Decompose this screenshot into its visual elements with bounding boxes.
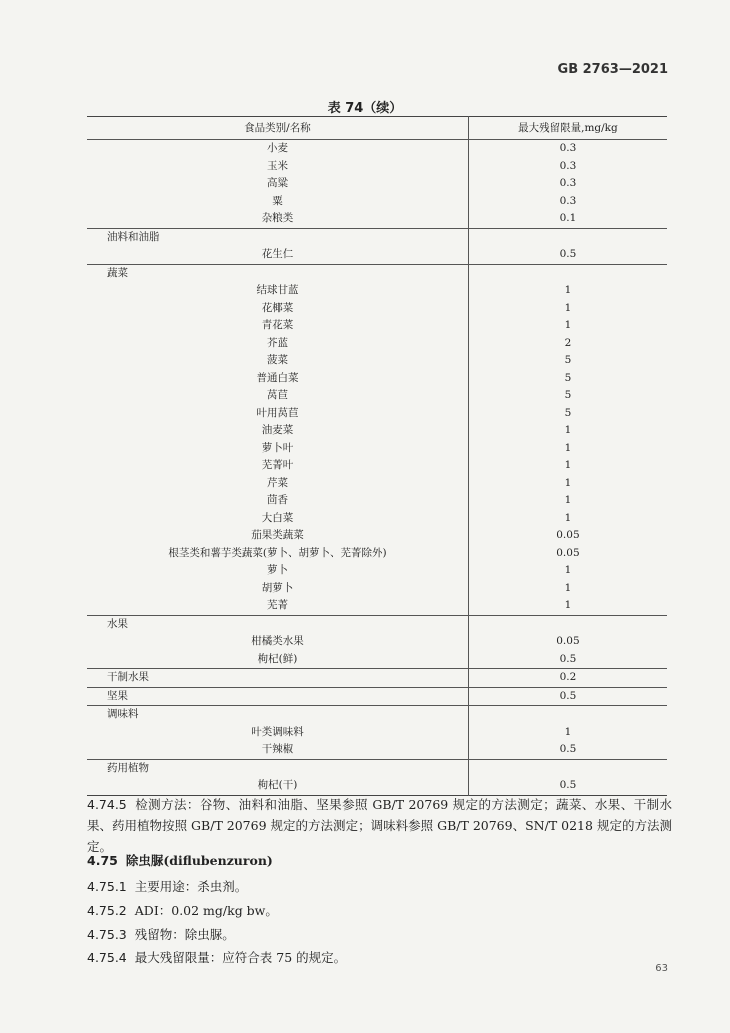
mrl-value-cell bbox=[468, 759, 667, 777]
food-name-cell: 叶用莴苣 bbox=[256, 406, 299, 419]
mrl-value-cell: 1 bbox=[468, 475, 667, 493]
food-name-cell: 茴香 bbox=[266, 494, 288, 506]
category-row bbox=[87, 264, 667, 282]
mrl-value-cell: 5 bbox=[468, 387, 667, 405]
mrl-value-cell: 0.5 bbox=[468, 777, 667, 795]
table-row bbox=[87, 405, 667, 423]
mrl-value-cell: 1 bbox=[468, 422, 667, 440]
table-row bbox=[87, 335, 667, 353]
page-number: 63 bbox=[655, 963, 668, 974]
food-name-cell: 花生仁 bbox=[261, 248, 294, 260]
section-text: ADI：0.02 mg/kg bw。 bbox=[134, 903, 278, 918]
food-name-cell: 胡萝卜 bbox=[261, 581, 294, 594]
mrl-value-cell: 0.05 bbox=[468, 633, 667, 651]
table-row bbox=[87, 545, 667, 563]
table-title: 表 74（续） bbox=[327, 101, 403, 116]
section-4-75-3 bbox=[87, 924, 235, 945]
mrl-value-cell: 0.05 bbox=[468, 545, 667, 563]
category-row bbox=[87, 228, 667, 246]
section-number: 4.75.4 bbox=[87, 950, 127, 965]
section-number: 4.75.2 bbox=[87, 903, 127, 918]
section-text: 最大残留限量：应符合表 75 的规定。 bbox=[134, 950, 347, 965]
section-heading: 除虫脲(diflubenzuron) bbox=[125, 853, 273, 868]
food-name-cell: 青花菜 bbox=[261, 319, 294, 331]
food-name-cell: 杂粮类 bbox=[261, 212, 294, 224]
section-number: 4.75.3 bbox=[87, 927, 127, 942]
category-cell: 油料和油脂 bbox=[87, 228, 468, 246]
food-name-cell: 茄果类蔬菜 bbox=[251, 529, 304, 541]
mrl-value-cell: 5 bbox=[468, 405, 667, 423]
table-row bbox=[87, 633, 667, 651]
category-row bbox=[87, 615, 667, 633]
category-row bbox=[87, 669, 667, 688]
table-row bbox=[87, 370, 667, 388]
food-name-cell: 结球甘蓝 bbox=[256, 284, 299, 296]
section-4-75 bbox=[87, 850, 273, 871]
food-name-cell: 芹菜 bbox=[266, 476, 288, 489]
mrl-value-cell: 1 bbox=[468, 580, 667, 598]
table-row bbox=[87, 246, 667, 264]
category-cell: 调味料 bbox=[87, 706, 468, 724]
table-row bbox=[87, 352, 667, 370]
section-number: 4.74.5 bbox=[87, 797, 127, 812]
food-name-cell: 普通白菜 bbox=[256, 371, 299, 384]
food-name-cell: 高粱 bbox=[266, 177, 288, 189]
mrl-value-cell: 1 bbox=[468, 492, 667, 510]
table-row bbox=[87, 492, 667, 510]
food-name-cell: 萝卜 bbox=[266, 564, 288, 576]
category-row bbox=[87, 759, 667, 777]
mrl-value-cell: 0.5 bbox=[468, 741, 667, 759]
mrl-value-cell: 1 bbox=[468, 510, 667, 528]
table-row bbox=[87, 175, 667, 193]
table-body bbox=[87, 140, 667, 796]
mrl-value-cell: 2 bbox=[468, 335, 667, 353]
mrl-value-cell: 0.3 bbox=[468, 193, 667, 211]
section-number: 4.75.1 bbox=[87, 879, 127, 894]
mrl-value-cell: 1 bbox=[468, 457, 667, 475]
section-4-75-4 bbox=[87, 947, 346, 968]
table-row bbox=[87, 140, 667, 158]
table-row bbox=[87, 158, 667, 176]
food-name-cell: 莴苣 bbox=[266, 389, 288, 401]
mrl-value-cell bbox=[468, 615, 667, 633]
mrl-table bbox=[87, 116, 667, 796]
standard-number: GB 2763—2021 bbox=[557, 62, 668, 77]
category-cell: 坚果 bbox=[87, 687, 468, 706]
section-text: 检测方法：谷物、油料和油脂、坚果参照 GB/T 20769 规定的方法测定；蔬菜、水果、干制水果、药用植物按照 GB/T 20769 规定的方法测定；调味料参照 GB/T 20769、SN/T 0218 规定的方法测定。 bbox=[87, 797, 672, 854]
category-row bbox=[87, 706, 667, 724]
mrl-value-cell: 1 bbox=[468, 282, 667, 300]
food-name-cell: 大白菜 bbox=[261, 511, 294, 524]
table-row bbox=[87, 510, 667, 528]
section-4-74-5 bbox=[87, 794, 672, 857]
category-row bbox=[87, 687, 667, 706]
section-number: 4.75 bbox=[87, 853, 118, 868]
mrl-value-cell: 0.2 bbox=[468, 669, 667, 688]
table-row bbox=[87, 777, 667, 795]
column-header-mrl: 最大残留限量,mg/kg bbox=[468, 117, 667, 140]
mrl-value-cell bbox=[468, 228, 667, 246]
table-row bbox=[87, 317, 667, 335]
mrl-value-cell: 0.5 bbox=[468, 651, 667, 669]
mrl-value-cell: 1 bbox=[468, 724, 667, 742]
food-name-cell: 干辣椒 bbox=[261, 743, 294, 755]
mrl-value-cell: 1 bbox=[468, 440, 667, 458]
table-row bbox=[87, 193, 667, 211]
table-row bbox=[87, 457, 667, 475]
table-row bbox=[87, 741, 667, 759]
category-cell: 水果 bbox=[87, 615, 468, 633]
food-name-cell: 粟 bbox=[272, 194, 283, 207]
section-4-75-2 bbox=[87, 900, 278, 921]
table-row bbox=[87, 724, 667, 742]
category-cell: 药用植物 bbox=[87, 759, 468, 777]
mrl-value-cell: 1 bbox=[468, 562, 667, 580]
food-name-cell: 小麦 bbox=[266, 142, 288, 154]
table-row bbox=[87, 422, 667, 440]
mrl-value-cell: 0.3 bbox=[468, 158, 667, 176]
category-cell: 蔬菜 bbox=[87, 264, 468, 282]
table-row bbox=[87, 440, 667, 458]
section-text: 残留物：除虫脲。 bbox=[134, 927, 235, 942]
food-name-cell: 萝卜叶 bbox=[261, 441, 294, 454]
table-row bbox=[87, 597, 667, 615]
table-row bbox=[87, 562, 667, 580]
food-name-cell: 玉米 bbox=[266, 159, 288, 172]
mrl-value-cell: 1 bbox=[468, 317, 667, 335]
mrl-value-cell: 5 bbox=[468, 370, 667, 388]
table-row bbox=[87, 300, 667, 318]
table-header-row bbox=[87, 117, 667, 140]
food-name-cell: 枸杞(干) bbox=[257, 779, 298, 791]
food-name-cell: 芜菁 bbox=[266, 599, 288, 611]
table-row bbox=[87, 651, 667, 669]
mrl-value-cell: 0.3 bbox=[468, 140, 667, 158]
food-name-cell: 芥蓝 bbox=[266, 336, 288, 349]
mrl-value-cell: 0.5 bbox=[468, 246, 667, 264]
category-cell: 干制水果 bbox=[87, 669, 468, 688]
table-row bbox=[87, 475, 667, 493]
mrl-value-cell: 0.1 bbox=[468, 210, 667, 228]
mrl-value-cell: 0.3 bbox=[468, 175, 667, 193]
food-name-cell: 叶类调味料 bbox=[251, 725, 304, 738]
mrl-value-cell: 1 bbox=[468, 300, 667, 318]
mrl-value-cell bbox=[468, 264, 667, 282]
table-row bbox=[87, 210, 667, 228]
table-row bbox=[87, 527, 667, 545]
table-row bbox=[87, 282, 667, 300]
column-header-food: 食品类别/名称 bbox=[87, 117, 468, 140]
food-name-cell: 芜菁叶 bbox=[261, 459, 294, 471]
food-name-cell: 油麦菜 bbox=[261, 424, 294, 436]
food-name-cell: 菠菜 bbox=[266, 354, 288, 366]
food-name-cell: 枸杞(鲜) bbox=[257, 652, 298, 665]
section-text: 主要用途：杀虫剂。 bbox=[134, 879, 248, 894]
table-row bbox=[87, 580, 667, 598]
food-name-cell: 花椰菜 bbox=[261, 301, 294, 314]
table-row bbox=[87, 387, 667, 405]
food-name-cell: 柑橘类水果 bbox=[251, 635, 304, 647]
mrl-value-cell: 0.5 bbox=[468, 687, 667, 706]
section-4-75-1 bbox=[87, 876, 247, 897]
mrl-value-cell: 1 bbox=[468, 597, 667, 615]
food-name-cell: 根茎类和薯芋类蔬菜(萝卜、胡萝卜、芜菁除外) bbox=[168, 546, 387, 559]
mrl-value-cell: 5 bbox=[468, 352, 667, 370]
mrl-value-cell bbox=[468, 706, 667, 724]
mrl-value-cell: 0.05 bbox=[468, 527, 667, 545]
